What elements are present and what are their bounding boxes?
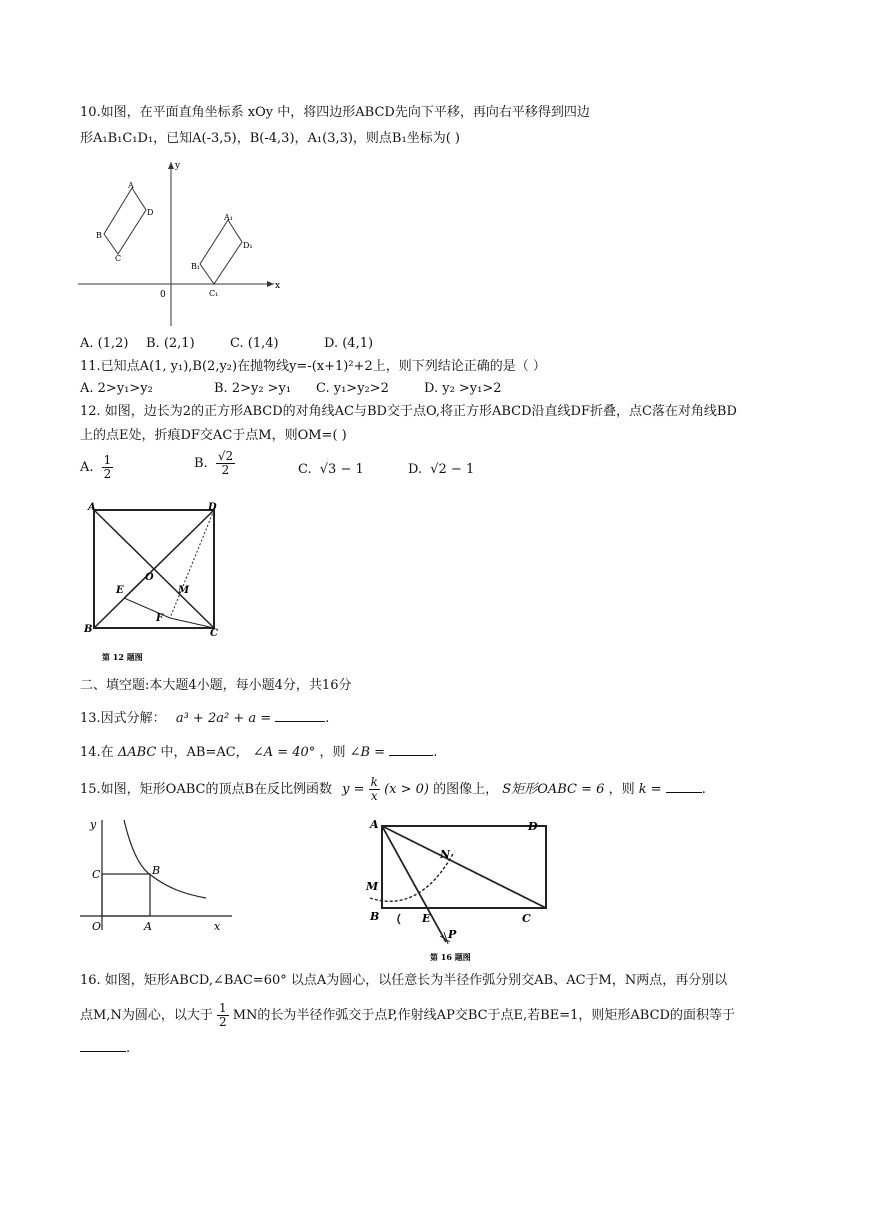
q15-func-den: x — [370, 789, 378, 803]
q15-label-o: O — [92, 920, 102, 933]
q15-ask: k = — [638, 782, 662, 797]
q16-label-b: B — [370, 910, 380, 923]
q10-y-label: y — [175, 161, 181, 171]
q12-label-o: O — [145, 572, 154, 583]
q15-func-num: k — [370, 775, 378, 789]
q12-label-f: F — [156, 613, 164, 624]
q16-line2 — [80, 1002, 735, 1029]
q15-label-a: A — [144, 920, 152, 933]
q15-answer-blank[interactable] — [666, 792, 702, 793]
q10-label-c1: C₁ — [209, 289, 219, 298]
q10-line2: 形A₁B₁C₁D₁，已知A(-3,5)，B(-4,3)，A₁(3,3)，则点B₁坐标为( ) — [80, 131, 460, 146]
q11-option-d: D. y₂ >y₁>2 — [424, 381, 502, 396]
q11-option-c: C. y₁>y₂>2 — [316, 381, 389, 396]
q10-option-c: C. (1,4) — [230, 336, 279, 351]
q15-func-fraction — [369, 776, 380, 803]
q10-origin-label: 0 — [160, 290, 166, 300]
q10-label-c: C — [115, 254, 122, 263]
q10-label-b1: B₁ — [191, 262, 201, 271]
q10-option-d: D. (4,1) — [324, 336, 374, 351]
q14-text3: ，则 — [319, 745, 346, 760]
q12-label-m: M — [178, 585, 190, 596]
q14-end: . — [433, 745, 438, 760]
q12-label-e: E — [116, 585, 124, 596]
q12-label-b: B — [84, 624, 93, 635]
q14-text2: 中，AB=AC， — [160, 745, 249, 760]
q12-option-b-fraction — [216, 450, 235, 477]
q14-triangle: ΔABC — [117, 745, 157, 760]
q16-end: . — [126, 1041, 131, 1056]
q12-line2: 上的点E处，折痕DF交AC于点M，则OM=( ) — [80, 428, 347, 443]
q15-area: S矩形OABC = 6 — [502, 782, 605, 797]
q12-label-a: A — [88, 502, 96, 513]
q12-option-c-value: √3 − 1 — [319, 462, 364, 477]
q16-label-d: D — [528, 820, 538, 833]
q13-expr: a³ + 2a² + a = — [175, 711, 272, 726]
q13 — [80, 710, 329, 728]
q16-label-m: M — [366, 880, 379, 893]
q15-func-cond: (x > 0) — [384, 782, 429, 797]
q10-option-a: A. (1,2) — [80, 336, 129, 351]
q16-frac-den: 2 — [218, 1015, 227, 1029]
q12-label-d: D — [208, 502, 217, 513]
q10-label-d: D — [147, 208, 154, 217]
q12-option-b — [194, 450, 235, 477]
q15-label-y: y — [90, 818, 97, 831]
q10-line1: 10.如图，在平面直角坐标系 xOy 中，将四边形ABCD先向下平移，再向右平移得到四边 — [80, 105, 590, 120]
q12-option-a-fraction — [102, 454, 114, 481]
q14-angle: ∠A = 40° — [252, 745, 316, 760]
q13-text: 13.因式分解： — [80, 711, 166, 726]
q12-option-a — [80, 454, 113, 481]
q10-coordinate-figure — [78, 158, 288, 328]
q14-text1: 14.在 — [80, 745, 114, 760]
q16-frac-num: 1 — [218, 1001, 227, 1015]
q13-end: . — [325, 711, 330, 726]
q16-label-e: E — [422, 912, 431, 925]
q15-end: . — [701, 782, 706, 797]
q12-option-b-num: √2 — [217, 449, 234, 463]
q16-line2a: 点M,N为圆心，以大于 — [80, 1008, 213, 1023]
q11-option-a: A. 2>y₁>y₂ — [80, 381, 153, 396]
q15-label-c: C — [92, 868, 101, 881]
q14 — [80, 744, 437, 762]
q12-option-b-den: 2 — [221, 463, 230, 477]
q15-text2: 的图像上， — [433, 782, 499, 797]
q16-fraction — [217, 1002, 229, 1029]
q16-answer-blank[interactable] — [80, 1051, 126, 1052]
q12-option-d-value: √2 − 1 — [430, 462, 475, 477]
q16-label-p: P — [448, 928, 457, 941]
q12-label-c: C — [210, 628, 218, 639]
q12-option-a-letter: A. — [80, 460, 94, 475]
q12-option-b-letter: B. — [194, 456, 208, 471]
q12-option-c — [298, 462, 364, 477]
q15-label-b: B — [152, 864, 161, 877]
q12-option-a-den: 2 — [103, 467, 112, 481]
q12-option-d-letter: D. — [408, 462, 423, 477]
q15-hyperbola-figure — [80, 814, 240, 934]
q12-caption: 第 12 题图 — [102, 652, 143, 662]
q10-x-label: x — [275, 281, 281, 291]
q12-option-d — [408, 462, 474, 477]
q16-line1: 16. 如图，矩形ABCD,∠BAC=60° 以点A为圆心，以任意长为半径作弧分别交AB、AC于M，N两点，再分别以 — [80, 973, 728, 988]
q15 — [80, 776, 706, 803]
q16-line2b: MN的长为半径作弧交于点P,作射线AP交BC于点E,若BE=1，则矩形ABCD的面积等于 — [232, 1008, 735, 1023]
q10-label-d1: D₁ — [243, 241, 253, 250]
q14-ask: ∠B = — [349, 745, 386, 760]
q12-option-a-num: 1 — [103, 453, 112, 467]
q12-line1: 12. 如图，边长为2的正方形ABCD的对角线AC与BD交于点O,将正方形ABCD沿直线DF折叠，点C落在对角线BD — [80, 404, 737, 419]
q13-answer-blank[interactable] — [275, 721, 325, 722]
q15-label-x: x — [214, 920, 221, 933]
q16-label-n: N — [440, 848, 451, 861]
q16-line3 — [80, 1040, 130, 1058]
q14-answer-blank[interactable] — [389, 755, 433, 756]
q16-caption: 第 16 题图 — [430, 952, 471, 962]
q10-label-a: A — [128, 181, 134, 190]
q15-text1: 15.如图，矩形OABC的顶点B在反比例函数 — [80, 782, 333, 797]
section2-heading: 二、填空题:本大题4小题，每小题4分，共16分 — [80, 678, 352, 693]
q16-rectangle-figure — [360, 814, 560, 964]
q10-option-b: B. (2,1) — [146, 336, 195, 351]
q11-option-b: B. 2>y₂ >y₁ — [214, 381, 292, 396]
q12-square-figure — [82, 500, 232, 670]
q16-label-a: A — [370, 818, 379, 831]
q15-text3: ，则 — [608, 782, 635, 797]
q10-label-a1: A₁ — [224, 213, 233, 222]
q11-stem: 11.已知点A(1, y₁),B(2,y₂)在抛物线y=-(x+1)²+2上，则下列结论正确的是（ ） — [80, 359, 546, 374]
q16-label-c: C — [522, 912, 531, 925]
q10-label-b: B — [96, 231, 102, 240]
q15-func-y: y = — [342, 782, 365, 797]
q12-option-c-letter: C. — [298, 462, 312, 477]
